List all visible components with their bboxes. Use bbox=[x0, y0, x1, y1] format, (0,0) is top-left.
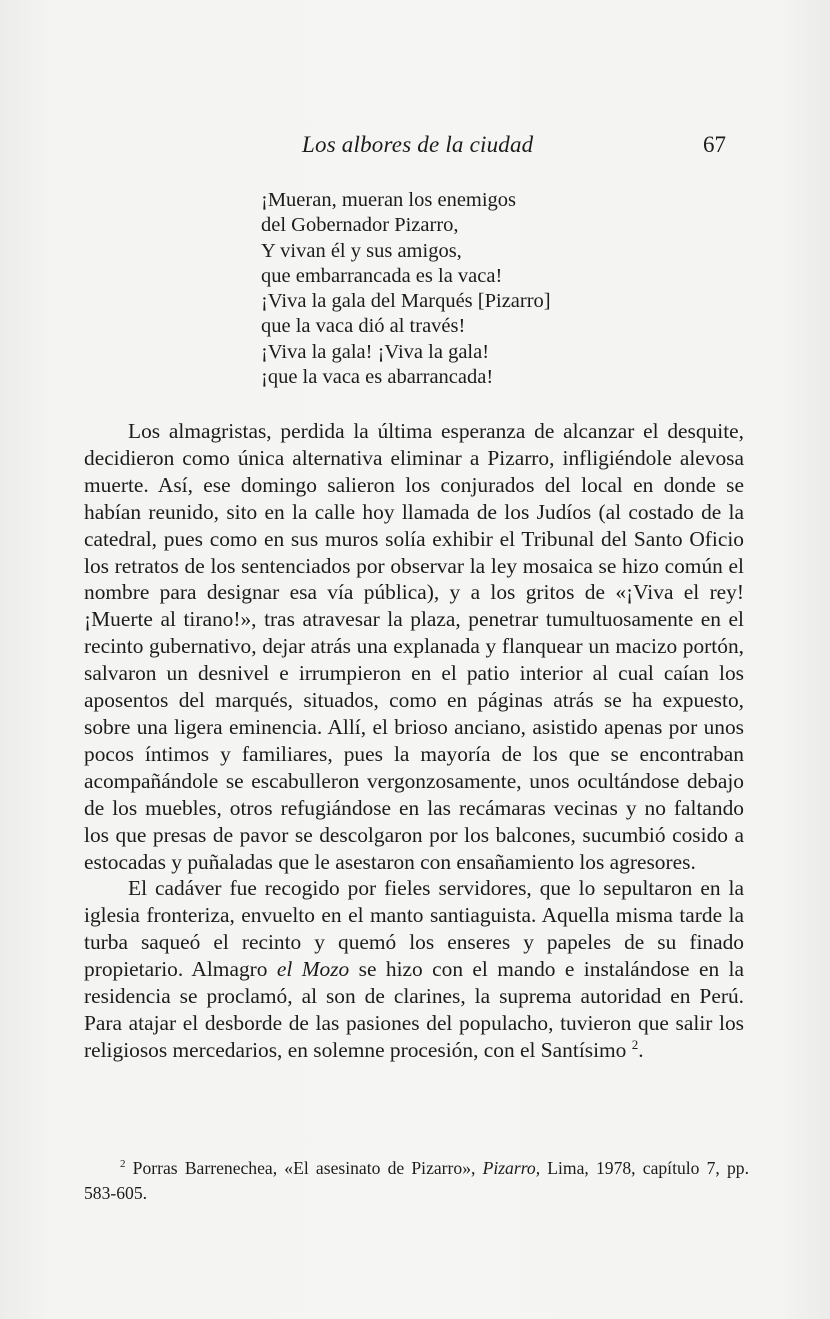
footnote-reference[interactable]: 2 bbox=[631, 1036, 639, 1052]
footnote-body: Lima, 1978, capítulo 7, pp. 583-605. bbox=[84, 1158, 749, 1203]
running-head bbox=[0, 132, 830, 162]
verse-line: del Gobernador Pizarro, bbox=[261, 214, 459, 237]
verse-block bbox=[261, 188, 551, 390]
verse-line: que la vaca dió al través! bbox=[261, 315, 466, 338]
running-title: Los albores de la ciudad bbox=[302, 132, 534, 157]
paragraph-text: se hizo con el mando e instalándose en la residencia se proclamó, al son de clarines, la suprema autoridad en Perú. Para atajar el desborde de las pasiones del populacho, tuvieron que salir los religiosos mercedarios, en solemne procesión, con el Santísimo bbox=[84, 957, 744, 1062]
verse-line: Y vivan él y sus amigos, bbox=[261, 239, 462, 262]
footnote-body: Porras Barrenechea, «El asesinato de Pizarro», bbox=[125, 1158, 483, 1178]
body-text bbox=[84, 418, 744, 1064]
italic-name: el Mozo bbox=[276, 957, 350, 982]
verse-line: ¡Viva la gala del Marqués [Pizarro] bbox=[261, 290, 551, 313]
verse-line: ¡Viva la gala! ¡Viva la gala! bbox=[261, 340, 490, 363]
footnote-text bbox=[84, 1156, 749, 1205]
verse-line: ¡que la vaca es abarrancada! bbox=[261, 366, 494, 389]
paragraph-text: . bbox=[638, 1037, 644, 1062]
footnote-title: Pizarro, bbox=[482, 1158, 541, 1178]
footnote-marker: 2 bbox=[120, 1158, 126, 1171]
paragraph: Los almagristas, perdida la última esperanza de alcanzar el desquite, decidieron como única alternativa eliminar a Pizarro, infligiéndole alevosa muerte. Así, ese domingo salieron los conjurados del local en donde se habían reunido, sito en la calle hoy llamada de los Judíos (al costado de la catedral, pues como en sus muros solía exhibir el Tribunal del Santo Oficio los retratos de los sentenciados por observar la ley mosaica se hizo común el nombre para designar esa vía pública), y a los gritos de «¡Viva el rey! ¡Muerte al tirano!», tras atravesar la plaza, penetrar tumultuosamente en el recinto gubernativo, dejar atrás una explanada y flanquear un macizo portón, salvaron un desnivel e irrumpieron en el patio interior al cual caían los aposentos del marqués, situados, como en páginas atrás se ha expuesto, sobre una ligera eminencia. Allí, el brioso anciano, asistido apenas por unos pocos íntimos y familiares, pues la mayoría de los que se encontraban acompañándole se escabulleron vergonzosamente, unos ocultándose debajo de los muebles, otros refugiándose en las recámaras vecinas y no faltando los que presas de pavor se descolgaron por los balcones, sucumbió cosido a estocadas y puñaladas que le asestaron con ensañamiento los agresores. bbox=[84, 419, 744, 874]
paragraph-text: El cadáver fue recogido por fieles servidores, que lo sepultaron en la iglesia fronteriza, envuelto en el manto santiaguista. Aquella misma tarde la turba saqueó el recinto y quemó los enseres y papeles de su finado propietario. Almagro bbox=[84, 876, 744, 982]
paragraph bbox=[84, 875, 744, 1063]
verse-line: que embarrancada es la vaca! bbox=[261, 264, 503, 287]
footnote bbox=[84, 1156, 749, 1205]
page-number: 67 bbox=[703, 132, 726, 157]
verse-line: ¡Mueran, mueran los enemigos bbox=[261, 189, 517, 211]
